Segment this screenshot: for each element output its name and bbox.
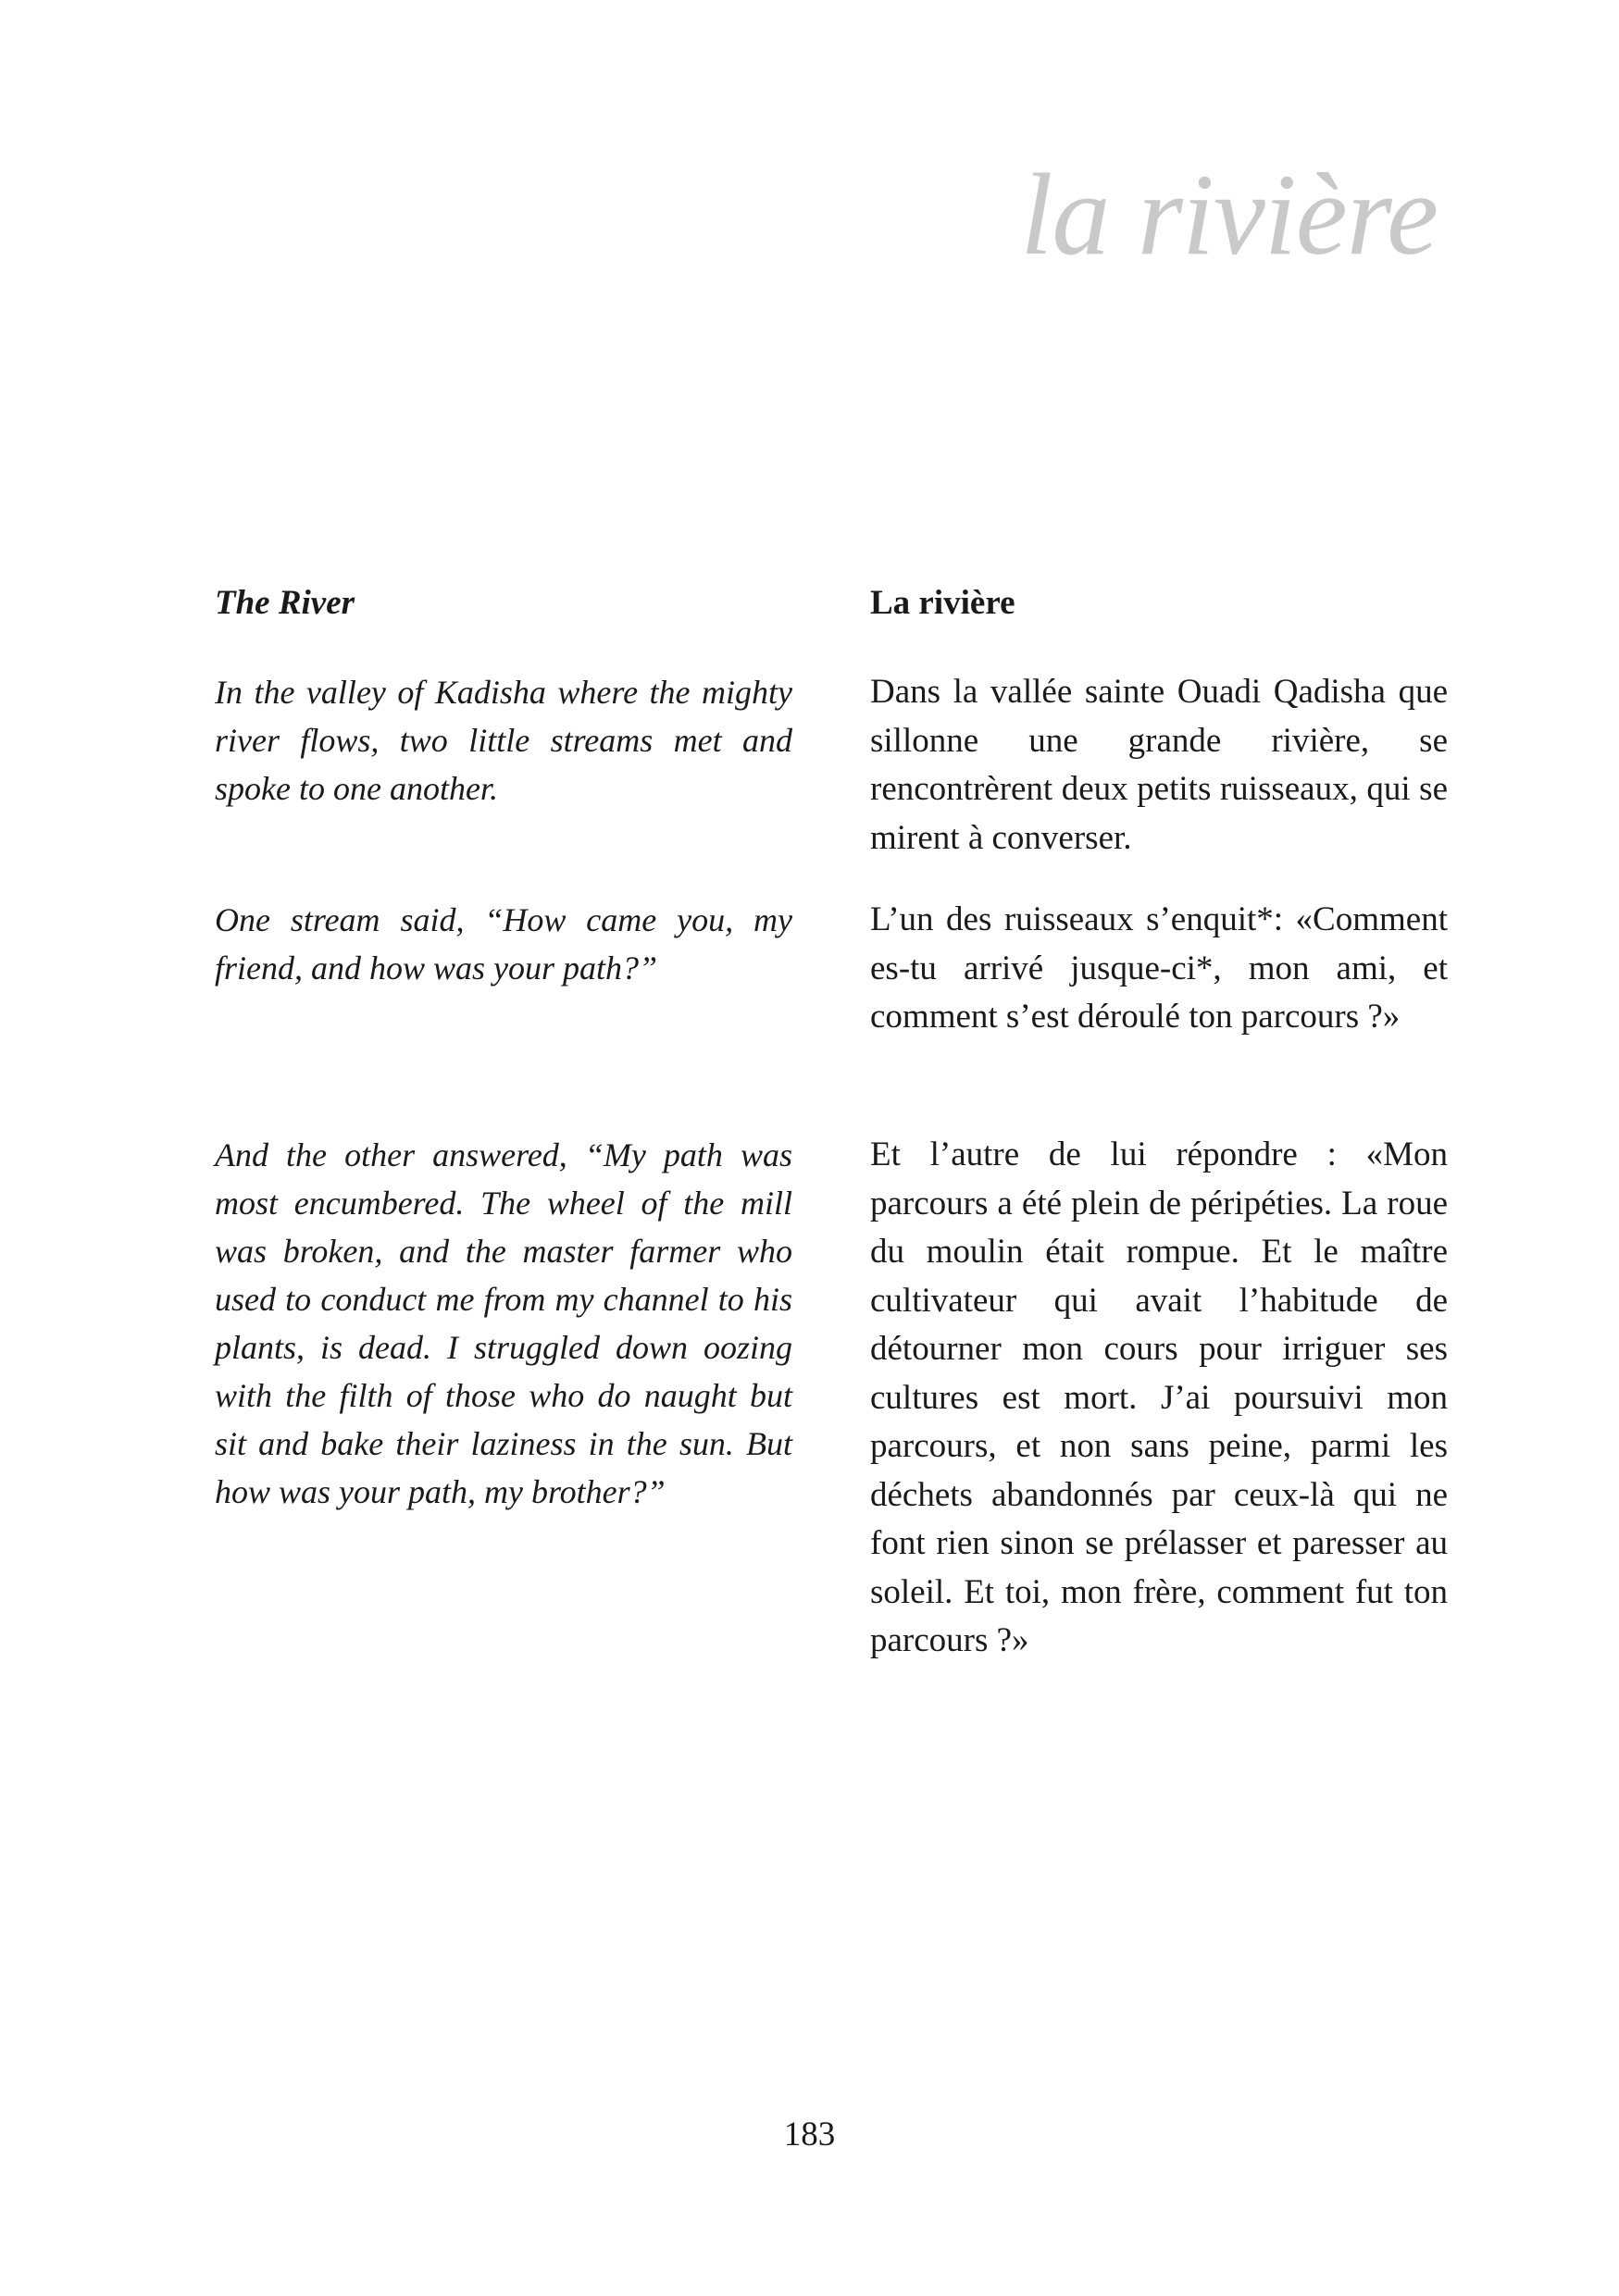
french-paragraph-1: Dans la vallée sainte Ouadi Qadisha que sillonne une grande rivière, se rencontrèrent deux petits ruisseaux, qui se mirent à converser. xyxy=(870,673,1448,857)
english-paragraph-3: And the other answered, “My path was most encumbered. The wheel of the mill was broken, and the master farmer who used to conduct me from my channel to his plants, is dead. I struggled down oozing with the filth of those who do naught but sit and bake their laziness in the sun. But how was your path, my brother?” xyxy=(215,1136,792,1510)
french-paragraph-3: Et l’autre de lui répondre : «Mon parcours a été plein de péripéties. La roue du moulin était rompue. Et le maître cultivateur qui avait l’habitude de détourner mon cours pour irriguer ses cultures est mort. J’ai poursuivi mon parcours, et non sans peine, parmi les déchets abandonnés par ceux-là qui ne font rien sinon se prélasser et paresser au soleil. Et toi, mon frère, comment fut ton parcours ?» xyxy=(870,1136,1448,1659)
french-title: La rivière xyxy=(870,584,1015,622)
page-number: 183 xyxy=(783,2116,836,2153)
french-column xyxy=(870,583,1448,1659)
french-paragraph-2: L’un des ruisseaux s’enquit*: «Comment es-tu arrivé jusque-ci*, mon ami, et comment s’est déroulé ton parcours ?» xyxy=(870,900,1448,1036)
english-title: The River xyxy=(215,584,355,622)
chapter-title: la rivière xyxy=(1020,151,1438,279)
english-paragraph-1: In the valley of Kadisha where the mighty river flows, two little streams met and spoke to one another. xyxy=(215,674,792,807)
english-paragraph-2: One stream said, “How came you, my friend, and how was your path?” xyxy=(215,901,792,987)
english-column xyxy=(215,583,792,1510)
